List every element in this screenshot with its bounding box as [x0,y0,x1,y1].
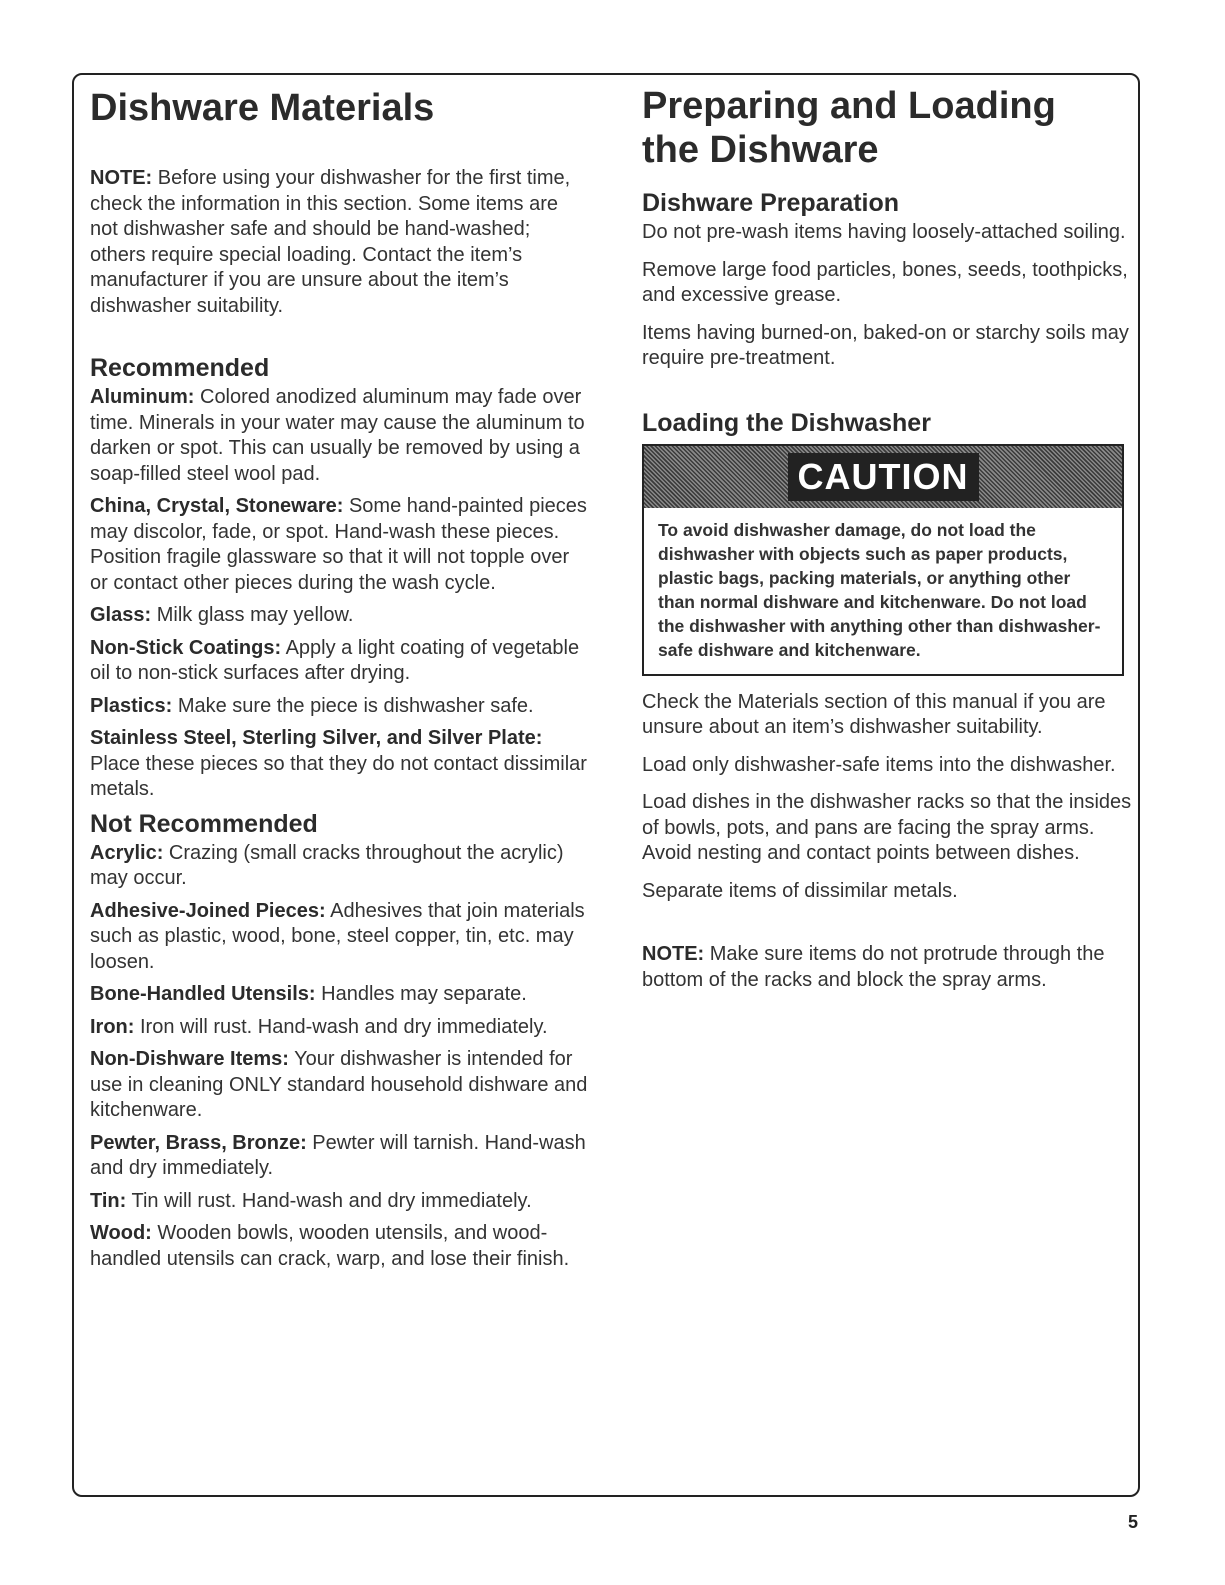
loading-paragraph: Check the Materials section of this manual if you are unsure about an item’s dishwasher suitability. [642,690,1106,738]
material-item-glass: Glass: Milk glass may yellow. [90,604,354,626]
caution-label: CAUTION [788,453,979,501]
material-item-aluminum: Aluminum: Colored anodized aluminum may fade over time. Minerals in your water may cause the aluminum to darken or spot. This can usually be removed by using a soap-filled steel wool pad. [90,386,585,485]
not-recommended-heading: Not Recommended [90,809,318,838]
dishware-materials-column [90,86,590,1272]
material-item-iron: Iron: Iron will rust. Hand-wash and dry immediately. [90,1015,548,1038]
material-item-adhesive: Adhesive-Joined Pieces: Adhesives that join materials such as plastic, wood, bone, steel copper, tin, etc. may loosen. [90,899,585,973]
caution-header [644,446,1122,508]
caution-text: To avoid dishwasher damage, do not load the dishwasher with objects such as paper products, plastic bags, packing materials, or anything other than normal dishware and kitchenware. Do not load the dishwasher with anything other than dishwasher-safe dishware and kitchenware. [658,519,1101,660]
material-item-china: China, Crystal, Stoneware: Some hand-painted pieces may discolor, fade, or spot. Hand-wash these pieces. Position fragile glassware so that it will not topple over or contact other pieces during the wash cycle. [90,495,587,594]
loading-paragraph: Separate items of dissimilar metals. [642,879,958,902]
material-item-wood: Wood: Wooden bowls, wooden utensils, and wood-handled utensils can crack, warp, and lose their finish. [90,1222,570,1270]
material-item-acrylic: Acrylic: Crazing (small cracks throughout the acrylic) may occur. [90,841,564,889]
preparing-loading-column [642,84,1132,993]
loading-paragraph: Load only dishwasher-safe items into the dishwasher. [642,753,1116,776]
preparing-loading-title: Preparing and Loading the Dishware [642,85,1056,171]
material-item-bone-handled: Bone-Handled Utensils: Handles may separate. [90,983,527,1005]
material-item-tin: Tin: Tin will rust. Hand-wash and dry immediately. [90,1189,532,1212]
loading-dishwasher-heading: Loading the Dishwasher [642,408,931,437]
loading-note: NOTE: Make sure items do not protrude through the bottom of the racks and block the spray arms. [642,943,1105,991]
recommended-heading: Recommended [90,354,270,382]
dishware-preparation-heading: Dishware Preparation [642,189,900,217]
material-item-non-dishware: Non-Dishware Items: Your dishwasher is intended for use in cleaning ONLY standard household dishware and kitchenware. [90,1048,588,1121]
material-item-plastics: Plastics: Make sure the piece is dishwasher safe. [90,694,534,717]
materials-note: NOTE: Before using your dishwasher for the first time, check the information in this section. Some items are not dishwasher safe and should be hand-washed; others require special loading. Contact the item’s manufacturer if you are unsure about the item’s dishwasher suitability. [90,167,571,317]
caution-box [642,444,1124,676]
material-item-non-stick: Non-Stick Coatings: Apply a light coating of vegetable oil to non-stick surfaces after drying. [90,636,580,684]
prep-paragraph: Items having burned-on, baked-on or starchy soils may require pre-treatment. [642,321,1129,369]
page-number: 5 [1128,1512,1139,1532]
prep-paragraph: Do not pre-wash items having loosely-attached soiling. [642,221,1126,243]
material-item-pewter: Pewter, Brass, Bronze: Pewter will tarnish. Hand-wash and dry immediately. [90,1131,586,1179]
dishware-materials-title: Dishware Materials [90,87,435,129]
loading-paragraph: Load dishes in the dishwasher racks so that the insides of bowls, pots, and pans are facing the spray arms. Avoid nesting and contact points between dishes. [642,791,1132,864]
prep-paragraph: Remove large food particles, bones, seeds, toothpicks, and excessive grease. [642,258,1128,306]
material-item-stainless: Stainless Steel, Sterling Silver, and Silver Plate: Place these pieces so that they do not contact dissimilar metals. [90,727,587,800]
